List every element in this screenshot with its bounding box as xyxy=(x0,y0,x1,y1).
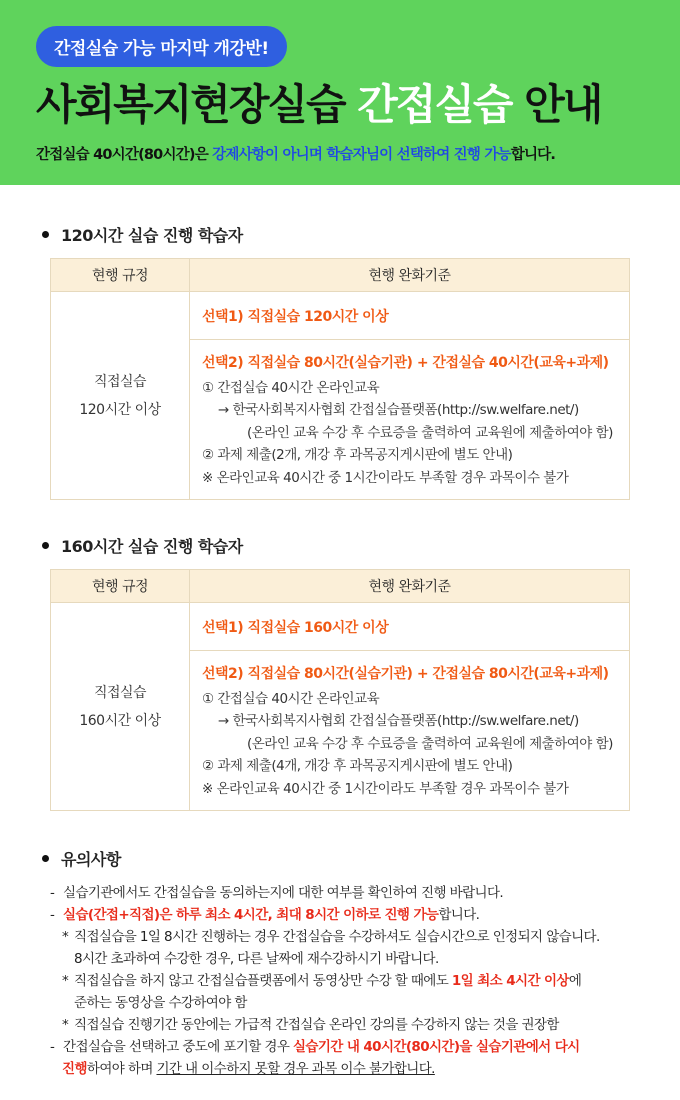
list-item xyxy=(50,926,640,948)
option-2-line: ※ 온라인교육 40시간 중 1시간이라도 부족할 경우 과목이수 불가 xyxy=(202,469,569,486)
note-text: 8시간 초과하여 수강한 경우, 다른 날짜에 재수강하시기 바랍니다. xyxy=(74,951,439,967)
note-text: 직접실습을 하지 않고 간접실습플랫폼에서 동영상만 수강 할 때에도 xyxy=(74,973,452,989)
section-120h xyxy=(0,223,680,500)
section-heading-text: 160시간 실습 진행 학습자 xyxy=(61,537,243,556)
option-2 xyxy=(190,651,630,811)
note-text: 에 xyxy=(568,973,582,989)
col-current-rule: 현행 규정 xyxy=(51,259,190,292)
current-rule-cell xyxy=(51,292,190,500)
asterisk-icon: * xyxy=(62,929,69,945)
rules-table-160h xyxy=(50,569,630,811)
bullet-icon xyxy=(42,542,49,549)
option-2-title: 선택2) 직접실습 80시간(실습기관) + 간접실습 40시간(교육+과제) xyxy=(202,355,609,371)
section-heading xyxy=(50,534,630,557)
option-2-line: ① 간접실습 40시간 온라인교육 xyxy=(202,379,380,396)
asterisk-icon: * xyxy=(62,973,69,989)
notes-heading-text: 유의사항 xyxy=(61,850,121,869)
note-text: 합니다. xyxy=(438,907,480,923)
current-rule-cell xyxy=(51,603,190,811)
notes-list xyxy=(50,882,640,1080)
note-text: 간접실습을 선택하고 중도에 포기할 경우 xyxy=(63,1039,293,1055)
col-relaxed-rule: 현행 완화기준 xyxy=(190,570,630,603)
notes-section xyxy=(0,847,680,1080)
col-relaxed-rule: 현행 완화기준 xyxy=(190,259,630,292)
current-rule-line1: 직접실습 xyxy=(93,684,147,701)
list-item xyxy=(50,970,640,992)
list-item xyxy=(50,948,640,970)
option-1: 선택1) 직접실습 120시간 이상 xyxy=(190,292,630,340)
option-2-line: (온라인 교육 수강 후 수료증을 출력하여 교육원에 제출하여야 함) xyxy=(247,424,613,441)
dash-icon: - xyxy=(50,1039,55,1055)
list-item xyxy=(50,904,640,926)
subtitle-part: 간접실습 40시간(80시간)은 xyxy=(36,147,213,163)
title-highlight: 간접실습 xyxy=(357,80,512,129)
subtitle-highlight-2: 학습자님이 선택하여 진행 가능 xyxy=(326,147,511,163)
subtitle-end: 합니다. xyxy=(510,147,556,163)
option-2-title: 선택2) 직접실습 80시간(실습기관) + 간접실습 80시간(교육+과제) xyxy=(202,666,609,682)
table-header-row xyxy=(51,570,630,603)
option-2-line: ② 과제 제출(4개, 개강 후 과목공지게시판에 별도 안내) xyxy=(202,758,513,774)
note-highlight: 진행 xyxy=(62,1061,87,1077)
note-highlight: 실습(간접+직접)은 하루 최소 4시간, 최대 8시간 이하로 진행 가능 xyxy=(63,907,439,923)
option-2-line: ① 간접실습 40시간 온라인교육 xyxy=(202,690,380,707)
badge-last-class: 간접실습 가능 마지막 개강반! xyxy=(36,26,287,67)
page-subtitle xyxy=(36,143,644,164)
list-item xyxy=(50,1058,640,1080)
option-2-line: → 한국사회복지사협회 간접실습플랫폼(http://sw.welfare.net/) xyxy=(218,713,579,729)
list-item xyxy=(50,1014,640,1036)
bullet-icon xyxy=(42,855,49,862)
table-row xyxy=(51,603,630,651)
subtitle-highlight-1: 강제사항이 아니며 xyxy=(212,147,323,163)
note-text: 준하는 동영상을 수강하여야 함 xyxy=(74,995,247,1011)
note-highlight: 실습기간 내 40시간(80시간)을 실습기관에서 다시 xyxy=(292,1039,580,1055)
list-item xyxy=(50,992,640,1014)
note-text: 하여야 하며 xyxy=(86,1061,157,1077)
option-2-line: → 한국사회복지사협회 간접실습플랫폼(http://sw.welfare.net/) xyxy=(218,402,579,418)
section-heading-text: 120시간 실습 진행 학습자 xyxy=(61,226,243,245)
option-2-line: ※ 온라인교육 40시간 중 1시간이라도 부족할 경우 과목이수 불가 xyxy=(202,780,569,797)
dash-icon: - xyxy=(50,885,55,901)
table-header-row xyxy=(51,259,630,292)
table-row xyxy=(51,292,630,340)
asterisk-icon: * xyxy=(62,1017,69,1033)
dash-icon: - xyxy=(50,907,55,923)
title-end: 안내 xyxy=(524,80,602,129)
current-rule-line1: 직접실습 xyxy=(93,373,147,390)
rules-table-120h xyxy=(50,258,630,500)
page-title xyxy=(36,79,644,131)
current-rule-line2: 160시간 이상 xyxy=(79,712,161,729)
note-underline: 기간 내 이수하지 못할 경우 과목 이수 불가합니다. xyxy=(156,1061,435,1077)
note-text: 직접실습을 1일 8시간 진행하는 경우 간접실습을 수강하셔도 실습시간으로 인정되지 않습니다. xyxy=(74,929,600,945)
section-heading xyxy=(50,223,630,246)
title-dark: 사회복지현장실습 xyxy=(36,80,345,129)
hero-banner xyxy=(0,0,680,185)
list-item xyxy=(50,882,640,904)
note-highlight: 1일 최소 4시간 이상 xyxy=(451,973,569,989)
option-2-line: (온라인 교육 수강 후 수료증을 출력하여 교육원에 제출하여야 함) xyxy=(247,735,613,752)
option-2-line: ② 과제 제출(2개, 개강 후 과목공지게시판에 별도 안내) xyxy=(202,447,513,463)
bullet-icon xyxy=(42,231,49,238)
note-text: 직접실습 진행기간 동안에는 가급적 간접실습 온라인 강의를 수강하지 않는 것을 권장함 xyxy=(74,1017,559,1033)
col-current-rule: 현행 규정 xyxy=(51,570,190,603)
list-item xyxy=(50,1036,640,1058)
option-1: 선택1) 직접실습 160시간 이상 xyxy=(190,603,630,651)
section-160h xyxy=(0,534,680,811)
section-heading xyxy=(50,847,640,870)
option-2 xyxy=(190,340,630,500)
note-text: 실습기관에서도 간접실습을 동의하는지에 대한 여부를 확인하여 진행 바랍니다. xyxy=(63,885,504,901)
current-rule-line2: 120시간 이상 xyxy=(79,401,161,418)
